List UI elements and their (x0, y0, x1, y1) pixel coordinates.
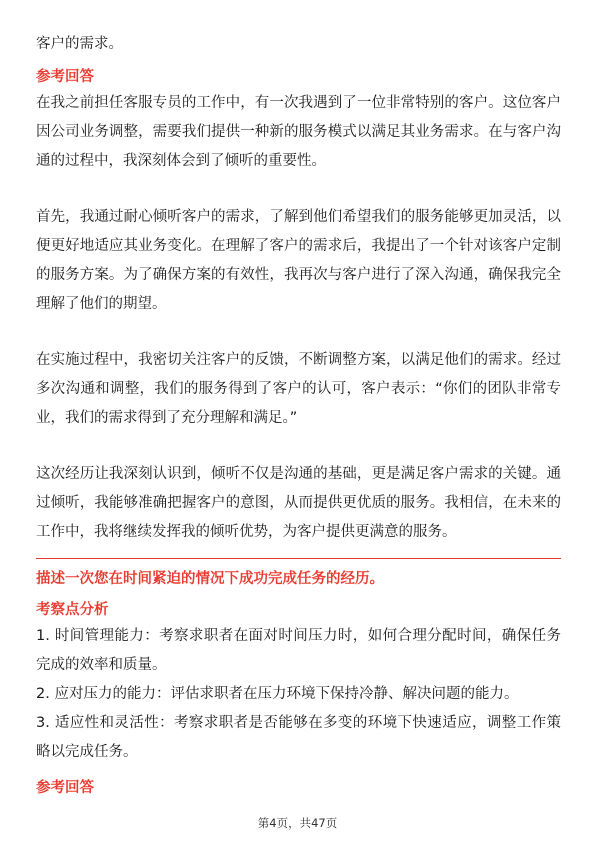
analysis-point-2: 2. 应对压力的能力：评估求职者在压力环境下保持冷静、解决问题的能力。 (36, 686, 519, 702)
question-title: 描述一次您在时间紧迫的情况下成功完成任务的经历。 (36, 571, 384, 587)
section-divider (36, 558, 561, 559)
answer-paragraph-1: 在我之前担任客服专员的工作中，有一次我遇到了一位非常特别的客户。这位客户因公司业务调整，需要我们提供一种新的服务模式以满足其业务需求。在与客户沟通的过程中，我深刻体会到了倾听的重要性。 (36, 95, 561, 169)
answer-heading: 参考回答 (36, 69, 94, 85)
analysis-point-3: 3. 适应性和灵活性：考察求职者是否能够在多变的环境下快速适应，调整工作策略以完成任务。 (36, 715, 561, 760)
analysis-heading: 考察点分析 (36, 602, 109, 618)
analysis-point-1: 1. 时间管理能力：考察求职者在面对时间压力时，如何合理分配时间，确保任务完成的效率和质量。 (36, 628, 561, 673)
page-number: 第4页，共47页 (257, 816, 338, 830)
continuation-text: 客户的需求。 (36, 36, 123, 52)
answer-paragraph-3: 在实施过程中，我密切关注客户的反馈，不断调整方案，以满足他们的需求。经过多次沟通和调整，我们的服务得到了客户的认可，客户表示：“你们的团队非常专业，我们的需求得到了充分理解和满足。” (36, 352, 561, 426)
answer-heading-2: 参考回答 (36, 780, 94, 796)
answer-paragraph-2: 首先，我通过耐心倾听客户的需求，了解到他们希望我们的服务能够更加灵活，以便更好地适应其业务变化。在理解了客户的需求后，我提出了一个针对该客户定制的服务方案。为了确保方案的有效性，我再次与客户进行了深入沟通，确保我完全理解了他们的期望。 (36, 209, 561, 312)
answer-paragraph-4: 这次经历让我深刻认识到，倾听不仅是沟通的基础，更是满足客户需求的关键。通过倾听，我能够准确把握客户的意图，从而提供更优质的服务。我相信，在未来的工作中，我将继续发挥我的倾听优势，为客户提供更满意的服务。 (36, 466, 561, 540)
